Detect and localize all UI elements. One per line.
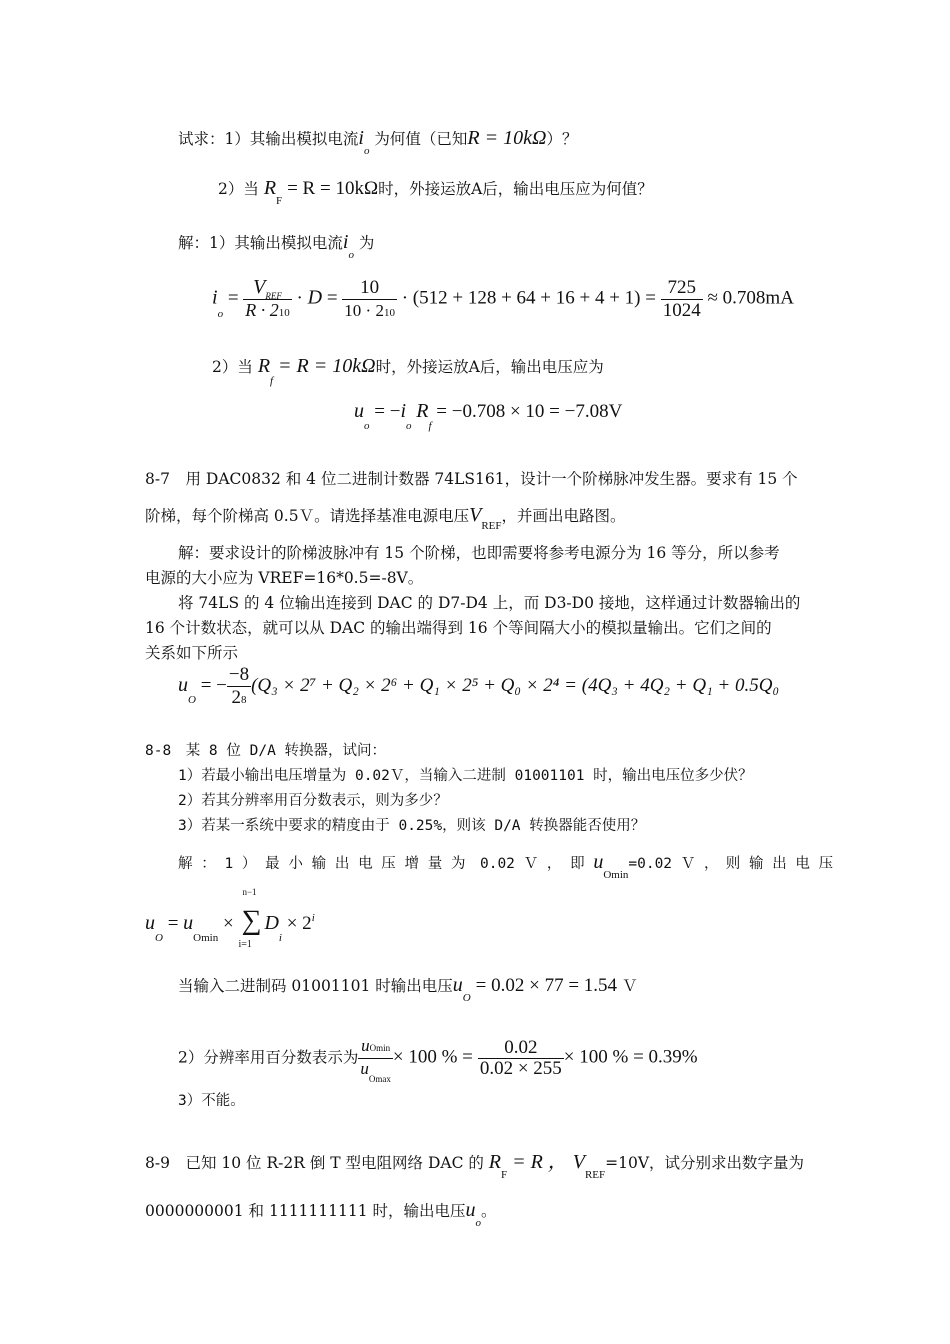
sum-lower-limit: i=1	[238, 939, 252, 950]
equation-sum: $u_O = u_{Omin}$ × n−1 ∑ i=1 $D_i \times 2^i$	[145, 887, 315, 950]
solution-text: 当输入二进制码 01001101 时输出电压	[178, 977, 453, 995]
problem-text: 8-7 用 DAC0832 和 4 位二进制计数器 74LS161，设计一个阶梯脉冲发生器。要求有 15 个	[145, 470, 798, 488]
problem-text: =10V，试分别求出数字量为	[605, 1154, 805, 1172]
question-line-1	[178, 127, 578, 157]
solution-8-7-line-3	[178, 593, 800, 613]
math-sub-f: f	[270, 375, 274, 387]
problem-text: 3）若某一系统中要求的精度由于 0.25%，则该 D/A 转换器能否使用？	[178, 818, 646, 834]
problem-8-8-line-2	[178, 766, 753, 786]
solution-text: 解：要求设计的阶梯波脉冲有 15 个阶梯，也即需要将参考电源分为 16 等分，所以参考	[178, 544, 780, 562]
equation-text: = 0.02 × 77 = 1.54	[475, 975, 618, 996]
equation-text: × 100 % =	[392, 1046, 473, 1068]
equation-output-voltage: $u_o = -i_o$ $R_f = -0.708 \times 10 = -7.08V$	[354, 400, 623, 432]
math-r-value: = R = 10kΩ	[278, 355, 376, 377]
math-sub-o: o	[348, 249, 354, 261]
solution-8-7-line-1	[178, 543, 780, 563]
math-sub-f: F	[276, 195, 283, 207]
problem-text: 0000000001 和 1111111111 时，输出电压	[145, 1202, 466, 1220]
math-var-i: i	[358, 127, 364, 149]
problem-text: 阶梯，每个阶梯高 0.5Ｖ。请选择基准电源电压	[145, 507, 470, 525]
math-r-value: R = 10kΩ	[467, 127, 547, 149]
problem-text: ，并画出电路图。	[501, 507, 626, 525]
math-sub-o: o	[217, 308, 224, 321]
math-sub-o: o	[363, 145, 370, 157]
equation-text: = −0.708 × 10 = −7.08V	[436, 401, 623, 422]
solution-text: 将 74LS 的 4 位输出连接到 DAC 的 D7-D4 上，而 D3-D0 接地，这样通过计数器输出的	[178, 594, 801, 612]
solution-text: 16 个计数状态，就可以从 DAC 的输出端得到 16 个等间隔大小的模拟量输出。它们之间的	[145, 619, 772, 637]
solution-8-8-line-2: 当输入二进制码 01001101 时输出电压$u_O = 0.02 \times 77 = 1.54$ Ｖ	[178, 974, 638, 1004]
sum-symbol: ∑	[241, 905, 262, 936]
solution-text: 关系如下所示	[145, 644, 239, 662]
solution-8-8-line-4	[178, 1091, 245, 1111]
solution-8-7-line-5	[145, 643, 238, 663]
equation-text: × 100 % = 0.39%	[563, 1046, 698, 1068]
fraction-minus-8: $\frac{-8}{28}$	[228, 664, 250, 708]
math-sub-ref: REF	[481, 520, 502, 532]
solution-8-7-line-4	[145, 618, 772, 638]
problem-text: 。	[481, 1202, 497, 1220]
fraction-10: $\frac{10}{10 \cdot 210}$	[344, 276, 395, 320]
solution-8-8-line-3	[178, 1036, 698, 1084]
problem-text: 8-8 某 8 位 D/A 转换器，试问：	[145, 743, 387, 759]
equation-staircase: $u_O$ = − $\frac{-8}{28}$ (Q₃ × 2⁷ + Q₂ × 2⁶ + Q₁ × 2⁵ + Q₀ × 2⁴ = (4Q₃ + 4Q₂ + Q₁ + 0.5Q₀	[178, 664, 780, 708]
solution-text: 时，外接运放A后，输出电压应为	[375, 358, 604, 376]
problem-8-7-line-2	[145, 504, 626, 532]
math-var-v: V	[469, 504, 482, 526]
solution-text: 为	[358, 234, 375, 252]
equation-text: ≈ 0.708mA	[707, 287, 794, 309]
problem-text: 2）若其分辨率用百分数表示，则为多少？	[178, 793, 448, 809]
solution-line-1	[178, 231, 375, 261]
solution-8-8-line-1: 解 ： 1 ） 最 小 输 出 电 压 增 量 为 0.02 Ｖ ， 即 $u_{Omin}=0.02$ Ｖ ， 则 输 出 电 压	[178, 851, 834, 881]
solution-text: 解 ： 1 ） 最 小 输 出 电 压 增 量 为 0.02 Ｖ ， 即	[178, 856, 585, 872]
problem-8-9-line-2: 0000000001 和 1111111111 时，输出电压$u_o$。	[145, 1199, 497, 1229]
solution-text: 解：1）其输出模拟电流	[178, 234, 343, 252]
question-line-2	[218, 177, 653, 207]
question-text: 试求：1）其输出模拟电流	[178, 130, 359, 148]
problem-text: 8-9 已知 10 位 R-2R 倒 T 型电阻网络 DAC 的	[145, 1154, 484, 1172]
fraction-725: $\frac{725}{1024}$	[662, 276, 701, 321]
math-r-value: = R = 10kΩ	[287, 178, 379, 199]
fraction-resolution: $\frac{0.02}{0.02 \times 255}$	[479, 1037, 562, 1079]
question-text: 为何值（已知	[374, 130, 468, 148]
question-text: 时，外接运放A后，输出电压应为何值？	[378, 180, 653, 198]
solution-text: 3）不能。	[178, 1093, 245, 1109]
problem-8-8-line-4	[178, 816, 645, 836]
problem-8-9-line-1: 8-9 已知 10 位 R-2R 倒 T 型电阻网络 DAC 的 $R_F = R$ ， $V_{REF}=10V$，试分别求出数字量为	[145, 1151, 805, 1181]
question-text: 2）当	[218, 180, 259, 198]
math-var-i: i	[342, 231, 349, 253]
equation-text: · (512 + 128 + 64 + 16 + 4 + 1) =	[401, 287, 656, 309]
problem-8-8-line-1	[145, 741, 386, 761]
problem-8-8-line-3	[178, 791, 448, 811]
solution-text: =0.02 Ｖ ， 则 输 出 电 压	[628, 856, 834, 872]
fraction-vref: $\frac{V_{REF}}{R \cdot 210}$	[245, 276, 290, 320]
solution-text: 电源的大小应为 VREF=16*0.5=-8V。	[145, 569, 424, 587]
math-var-r: R	[263, 177, 277, 199]
solution-8-7-line-2	[145, 568, 423, 588]
equation-text: (Q₃ × 2⁷ + Q₂ × 2⁶ + Q₁ × 2⁵ + Q₀ × 2⁴ = (4Q₃ + 4Q₂ + Q₁ + 0.5Q₀	[251, 674, 780, 696]
solution-line-2	[212, 355, 604, 387]
fraction-umin-umax: $\frac{uOmin}{u_{Omax}}$	[360, 1036, 391, 1084]
equation-current: $i_o$ = $\frac{V_{REF}}{R \cdot 210}$ · D = $\frac{10}{10 \cdot 210}$ · (512 + 128 + 64 + 16 + 4 + 1) = $\frac{725}{1024}$ ≈ 0.708mA	[212, 276, 794, 321]
problem-text: 1）若最小输出电压增量为 0.02Ｖ，当输入二进制 01001101 时，输出电压位多少伏？	[178, 768, 753, 784]
math-var-i: i	[212, 286, 218, 309]
sum-upper-limit: n−1	[242, 887, 257, 897]
solution-text: 2）分辨率用百分数表示为	[178, 1048, 359, 1067]
question-text: ）？	[546, 130, 578, 148]
solution-text: 2）当	[212, 358, 253, 376]
problem-8-7-line-1	[145, 469, 798, 489]
math-var-r: R	[257, 355, 271, 377]
